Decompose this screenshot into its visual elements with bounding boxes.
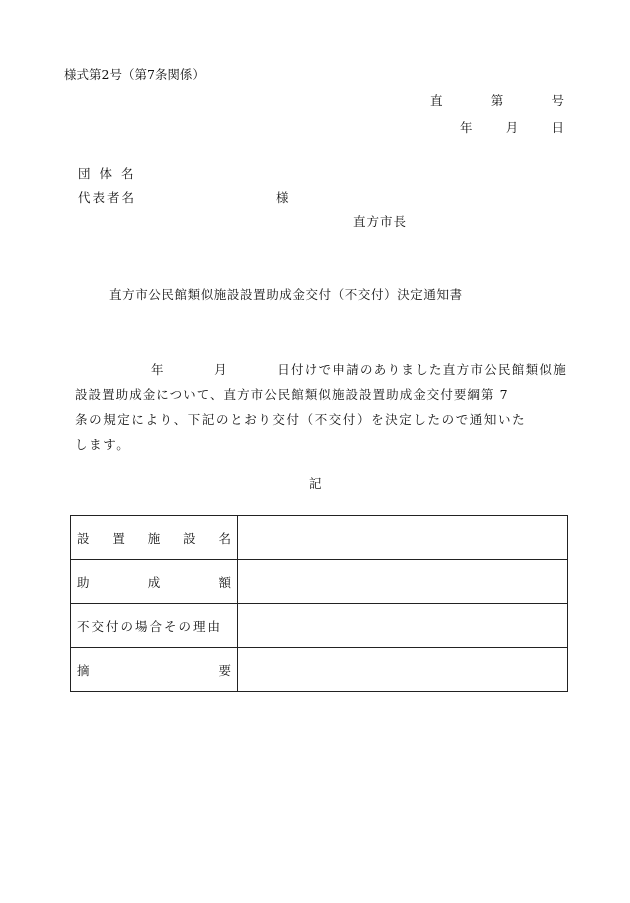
body-month: 月 [214, 362, 227, 377]
date-day: 日 [551, 120, 564, 135]
facility-name-label [71, 516, 238, 560]
label-char: 設 [77, 530, 90, 546]
label-char: 施 [147, 530, 161, 546]
record-table [70, 515, 568, 692]
remarks-value [238, 648, 568, 692]
doc-number-dai: 第 [490, 93, 504, 108]
representative-label: 代表者名 [78, 190, 137, 205]
label-char: 要 [218, 662, 231, 678]
honorific: 様 [276, 190, 289, 205]
date-month: 月 [505, 120, 519, 135]
doc-number-prefix: 直 [430, 93, 443, 108]
body-line-3-text: 条の規定により、下記のとおり交付（不交付）を決定したので通知いた [75, 412, 527, 427]
grant-amount-label [71, 560, 238, 604]
table-row [71, 560, 568, 604]
date-year: 年 [460, 120, 473, 135]
remarks-label [71, 648, 238, 692]
grant-amount-value [238, 560, 568, 604]
body-year: 年 [151, 362, 164, 377]
table-row [71, 648, 568, 692]
body-line-1 [75, 357, 567, 382]
document-title: 直方市公民館類似施設設置助成金交付（不交付）決定通知書 [109, 287, 463, 302]
body-day-text: 日付けで申請のありました直方市公民館類似施 [277, 362, 567, 377]
label-char: 置 [112, 530, 125, 546]
body-line-4: します。 [75, 437, 131, 452]
label-char: 助 [77, 574, 90, 590]
table-row [71, 604, 568, 648]
body-line-2 [75, 382, 567, 407]
label-char: 成 [147, 574, 161, 590]
organization-label: 団体名 [78, 166, 143, 181]
body-line-2-text: 設設置助成金について、直方市公民館類似施設設置助成金交付要綱第 7 [75, 387, 509, 402]
label-char: 額 [218, 574, 231, 590]
body-line-3 [75, 407, 567, 432]
label-char: 名 [218, 530, 231, 546]
sender-mayor: 直方市長 [353, 214, 408, 229]
label-char: 設 [183, 530, 196, 546]
body-paragraph [75, 357, 567, 457]
reason-value [238, 604, 568, 648]
document-date [460, 118, 564, 136]
label-char: 摘 [77, 662, 90, 678]
reason-label: 不交付の場合その理由 [71, 604, 238, 648]
document-number [430, 91, 564, 109]
form-number: 様式第2号（第7条関係） [64, 67, 205, 82]
facility-name-value [238, 516, 568, 560]
note-heading: 記 [309, 476, 322, 491]
table-row [71, 516, 568, 560]
doc-number-go: 号 [551, 93, 564, 108]
